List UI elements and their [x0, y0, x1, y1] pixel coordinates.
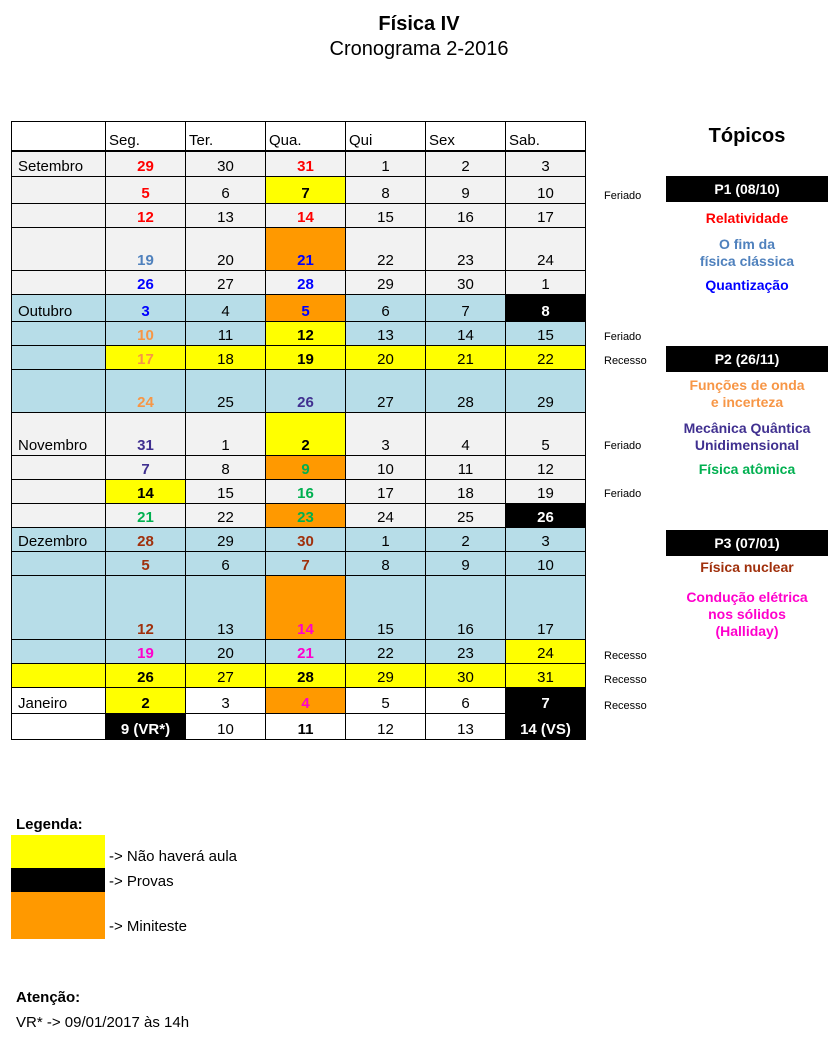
header-sab: Sab.	[506, 122, 586, 151]
day-cell-ter: 3	[186, 688, 266, 714]
attention-text: VR* -> 09/01/2017 às 14h	[16, 1014, 190, 1031]
day-cell-seg: 10	[106, 322, 186, 346]
day-cell-sex: 9	[426, 552, 506, 576]
day-cell-sex: 21	[426, 346, 506, 370]
day-cell-sab: 24	[506, 228, 586, 271]
attention-title: Atenção:	[16, 989, 81, 1006]
day-cell-qui: 20	[346, 346, 426, 370]
day-cell-sab: 17	[506, 576, 586, 640]
day-cell-sab: 26	[506, 504, 586, 528]
day-cell-seg: 24	[106, 370, 186, 413]
day-cell-sex: 2	[426, 528, 506, 552]
calendar-week-row	[12, 576, 586, 640]
day-cell-sab: 14 (VS)	[506, 714, 586, 740]
day-cell-sex: 14	[426, 322, 506, 346]
day-cell-sab: 12	[506, 456, 586, 480]
day-cell-sab: 7	[506, 688, 586, 714]
day-cell-sex: 16	[426, 204, 506, 228]
day-cell-seg: 19	[106, 228, 186, 271]
day-cell-qui: 22	[346, 640, 426, 664]
day-cell-seg: 19	[106, 640, 186, 664]
day-cell-ter: 25	[186, 370, 266, 413]
calendar-week-row	[12, 322, 586, 346]
day-cell-qua: 4	[266, 688, 346, 714]
calendar-week-row	[12, 295, 586, 322]
day-cell-sex: 9	[426, 177, 506, 204]
day-cell-qui: 3	[346, 413, 426, 456]
day-cell-seg: 26	[106, 271, 186, 295]
day-cell-qui: 15	[346, 576, 426, 640]
side-note-feriado: Feriado	[604, 440, 642, 452]
day-cell-qua: 26	[266, 370, 346, 413]
calendar-header-row	[12, 122, 586, 151]
day-cell-sex: 25	[426, 504, 506, 528]
side-note-feriado: Feriado	[604, 190, 642, 202]
day-cell-qui: 8	[346, 177, 426, 204]
day-cell-seg: 29	[106, 151, 186, 177]
month-label	[12, 640, 106, 664]
topic-nuclear: Física nuclear	[700, 559, 794, 575]
calendar-week-row	[12, 413, 586, 456]
day-cell-sab: 3	[506, 528, 586, 552]
day-cell-qua: 11	[266, 714, 346, 740]
day-cell-sex: 7	[426, 295, 506, 322]
legend-yellow-swatch	[11, 835, 105, 868]
calendar-week-row	[12, 177, 586, 204]
exam-p3-label: P3 (07/01)	[666, 530, 828, 556]
month-label	[12, 480, 106, 504]
topic-conducao-line3: (Halliday)	[715, 623, 779, 639]
day-cell-qua: 5	[266, 295, 346, 322]
exam-p1-label: P1 (08/10)	[666, 176, 828, 202]
topic-quantizacao: Quantização	[705, 277, 789, 293]
side-note-recesso: Recesso	[604, 700, 647, 712]
calendar-table	[11, 121, 586, 740]
day-cell-qui: 27	[346, 370, 426, 413]
calendar-week-row	[12, 504, 586, 528]
legend-title: Legenda:	[16, 816, 83, 833]
day-cell-ter: 4	[186, 295, 266, 322]
day-cell-sab: 8	[506, 295, 586, 322]
day-cell-seg: 21	[106, 504, 186, 528]
day-cell-seg: 31	[106, 413, 186, 456]
legend-black-swatch	[11, 868, 105, 892]
day-cell-ter: 13	[186, 576, 266, 640]
day-cell-qua: 23	[266, 504, 346, 528]
day-cell-qua: 28	[266, 664, 346, 688]
calendar-week-row	[12, 480, 586, 504]
month-label	[12, 714, 106, 740]
day-cell-seg: 26	[106, 664, 186, 688]
day-cell-sab: 15	[506, 322, 586, 346]
legend-minitest-label: -> Miniteste	[109, 918, 187, 935]
topic-mecanica-line1: Mecânica Quântica	[683, 420, 811, 436]
day-cell-ter: 10	[186, 714, 266, 740]
day-cell-sex: 13	[426, 714, 506, 740]
month-label: Dezembro	[12, 528, 106, 552]
day-cell-qui: 13	[346, 322, 426, 346]
month-label	[12, 346, 106, 370]
day-cell-seg: 2	[106, 688, 186, 714]
side-note-feriado: Feriado	[604, 488, 642, 500]
day-cell-sab: 29	[506, 370, 586, 413]
day-cell-seg: 17	[106, 346, 186, 370]
topic-funcoes-line2: e incerteza	[710, 394, 784, 410]
day-cell-qui: 5	[346, 688, 426, 714]
day-cell-sab: 24	[506, 640, 586, 664]
day-cell-seg: 14	[106, 480, 186, 504]
day-cell-ter: 20	[186, 228, 266, 271]
day-cell-qua: 7	[266, 177, 346, 204]
day-cell-sab: 3	[506, 151, 586, 177]
day-cell-qua: 21	[266, 228, 346, 271]
day-cell-qua: 14	[266, 204, 346, 228]
side-note-feriado: Feriado	[604, 331, 642, 343]
day-cell-qua: 14	[266, 576, 346, 640]
day-cell-seg: 3	[106, 295, 186, 322]
day-cell-qua: 19	[266, 346, 346, 370]
day-cell-ter: 6	[186, 552, 266, 576]
calendar-week-row	[12, 528, 586, 552]
month-label	[12, 204, 106, 228]
legend-exams-label: -> Provas	[109, 873, 174, 890]
day-cell-seg: 9 (VR*)	[106, 714, 186, 740]
day-cell-qui: 29	[346, 271, 426, 295]
calendar-week-row	[12, 151, 586, 177]
day-cell-qua: 12	[266, 322, 346, 346]
calendar-week-row	[12, 271, 586, 295]
day-cell-ter: 8	[186, 456, 266, 480]
day-cell-qua: 30	[266, 528, 346, 552]
day-cell-qui: 8	[346, 552, 426, 576]
day-cell-sab: 10	[506, 552, 586, 576]
topics-title: Tópicos	[708, 125, 786, 147]
month-label	[12, 322, 106, 346]
day-cell-qua: 16	[266, 480, 346, 504]
calendar-week-row	[12, 664, 586, 688]
day-cell-ter: 29	[186, 528, 266, 552]
topic-atomica: Física atômica	[698, 461, 796, 477]
day-cell-qui: 6	[346, 295, 426, 322]
day-cell-sex: 4	[426, 413, 506, 456]
day-cell-ter: 20	[186, 640, 266, 664]
day-cell-sex: 2	[426, 151, 506, 177]
day-cell-qua: 21	[266, 640, 346, 664]
day-cell-seg: 5	[106, 177, 186, 204]
topic-mecanica-line2: Unidimensional	[694, 437, 800, 453]
page-subtitle: Cronograma 2-2016	[329, 38, 509, 60]
header-ter: Ter.	[186, 122, 266, 151]
month-label	[12, 271, 106, 295]
calendar-week-row	[12, 640, 586, 664]
topic-conducao-line1: Condução elétrica	[686, 589, 808, 605]
month-label	[12, 370, 106, 413]
day-cell-sab: 31	[506, 664, 586, 688]
topic-funcoes-line1: Funções de onda	[689, 377, 805, 393]
day-cell-sex: 23	[426, 640, 506, 664]
day-cell-sab: 19	[506, 480, 586, 504]
day-cell-qui: 12	[346, 714, 426, 740]
day-cell-qua: 9	[266, 456, 346, 480]
calendar-week-row	[12, 370, 586, 413]
topic-fim-fisica-line2: física clássica	[699, 253, 795, 269]
day-cell-qua: 28	[266, 271, 346, 295]
day-cell-sex: 11	[426, 456, 506, 480]
day-cell-ter: 27	[186, 271, 266, 295]
month-label: Setembro	[12, 151, 106, 177]
day-cell-ter: 30	[186, 151, 266, 177]
month-label: Novembro	[12, 413, 106, 456]
day-cell-qui: 1	[346, 151, 426, 177]
day-cell-sex: 30	[426, 271, 506, 295]
calendar-week-row	[12, 204, 586, 228]
calendar-week-row	[12, 714, 586, 740]
header-qua: Qua.	[266, 122, 346, 151]
day-cell-seg: 5	[106, 552, 186, 576]
day-cell-ter: 13	[186, 204, 266, 228]
month-label	[12, 552, 106, 576]
topic-fim-fisica-line1: O fim da	[718, 236, 775, 252]
day-cell-sex: 18	[426, 480, 506, 504]
month-label	[12, 576, 106, 640]
day-cell-qui: 29	[346, 664, 426, 688]
day-cell-sex: 6	[426, 688, 506, 714]
calendar-week-row	[12, 346, 586, 370]
day-cell-qui: 24	[346, 504, 426, 528]
month-label	[12, 177, 106, 204]
topic-conducao-line2: nos sólidos	[708, 606, 786, 622]
month-label	[12, 664, 106, 688]
calendar-week-row	[12, 688, 586, 714]
page-title: Física IV	[378, 13, 460, 35]
day-cell-qui: 10	[346, 456, 426, 480]
day-cell-sab: 22	[506, 346, 586, 370]
exam-p2-label: P2 (26/11)	[666, 346, 828, 372]
day-cell-qui: 15	[346, 204, 426, 228]
header-sex: Sex	[426, 122, 506, 151]
day-cell-seg: 12	[106, 576, 186, 640]
day-cell-sab: 17	[506, 204, 586, 228]
day-cell-seg: 7	[106, 456, 186, 480]
day-cell-sex: 30	[426, 664, 506, 688]
day-cell-ter: 18	[186, 346, 266, 370]
day-cell-sex: 23	[426, 228, 506, 271]
topic-relatividade: Relatividade	[705, 210, 789, 226]
day-cell-sex: 28	[426, 370, 506, 413]
day-cell-qui: 17	[346, 480, 426, 504]
day-cell-qui: 22	[346, 228, 426, 271]
day-cell-qui: 1	[346, 528, 426, 552]
day-cell-ter: 15	[186, 480, 266, 504]
day-cell-seg: 12	[106, 204, 186, 228]
calendar-week-row	[12, 456, 586, 480]
day-cell-qua: 7	[266, 552, 346, 576]
day-cell-qua: 2	[266, 413, 346, 456]
day-cell-ter: 27	[186, 664, 266, 688]
legend-orange-swatch	[11, 892, 105, 939]
month-label: Outubro	[12, 295, 106, 322]
day-cell-ter: 22	[186, 504, 266, 528]
header-month	[12, 122, 106, 151]
day-cell-seg: 28	[106, 528, 186, 552]
day-cell-ter: 11	[186, 322, 266, 346]
calendar-week-row	[12, 552, 586, 576]
side-note-recesso: Recesso	[604, 674, 647, 686]
day-cell-ter: 6	[186, 177, 266, 204]
day-cell-sab: 10	[506, 177, 586, 204]
day-cell-sex: 16	[426, 576, 506, 640]
month-label	[12, 504, 106, 528]
legend-no-class-label: -> Não haverá aula	[109, 848, 237, 865]
month-label: Janeiro	[12, 688, 106, 714]
side-note-recesso: Recesso	[604, 650, 647, 662]
header-seg: Seg.	[106, 122, 186, 151]
month-label	[12, 228, 106, 271]
month-label	[12, 456, 106, 480]
day-cell-qua: 31	[266, 151, 346, 177]
header-qui: Qui	[346, 122, 426, 151]
calendar-week-row	[12, 228, 586, 271]
side-note-recesso: Recesso	[604, 355, 647, 367]
day-cell-sab: 5	[506, 413, 586, 456]
day-cell-sab: 1	[506, 271, 586, 295]
day-cell-ter: 1	[186, 413, 266, 456]
